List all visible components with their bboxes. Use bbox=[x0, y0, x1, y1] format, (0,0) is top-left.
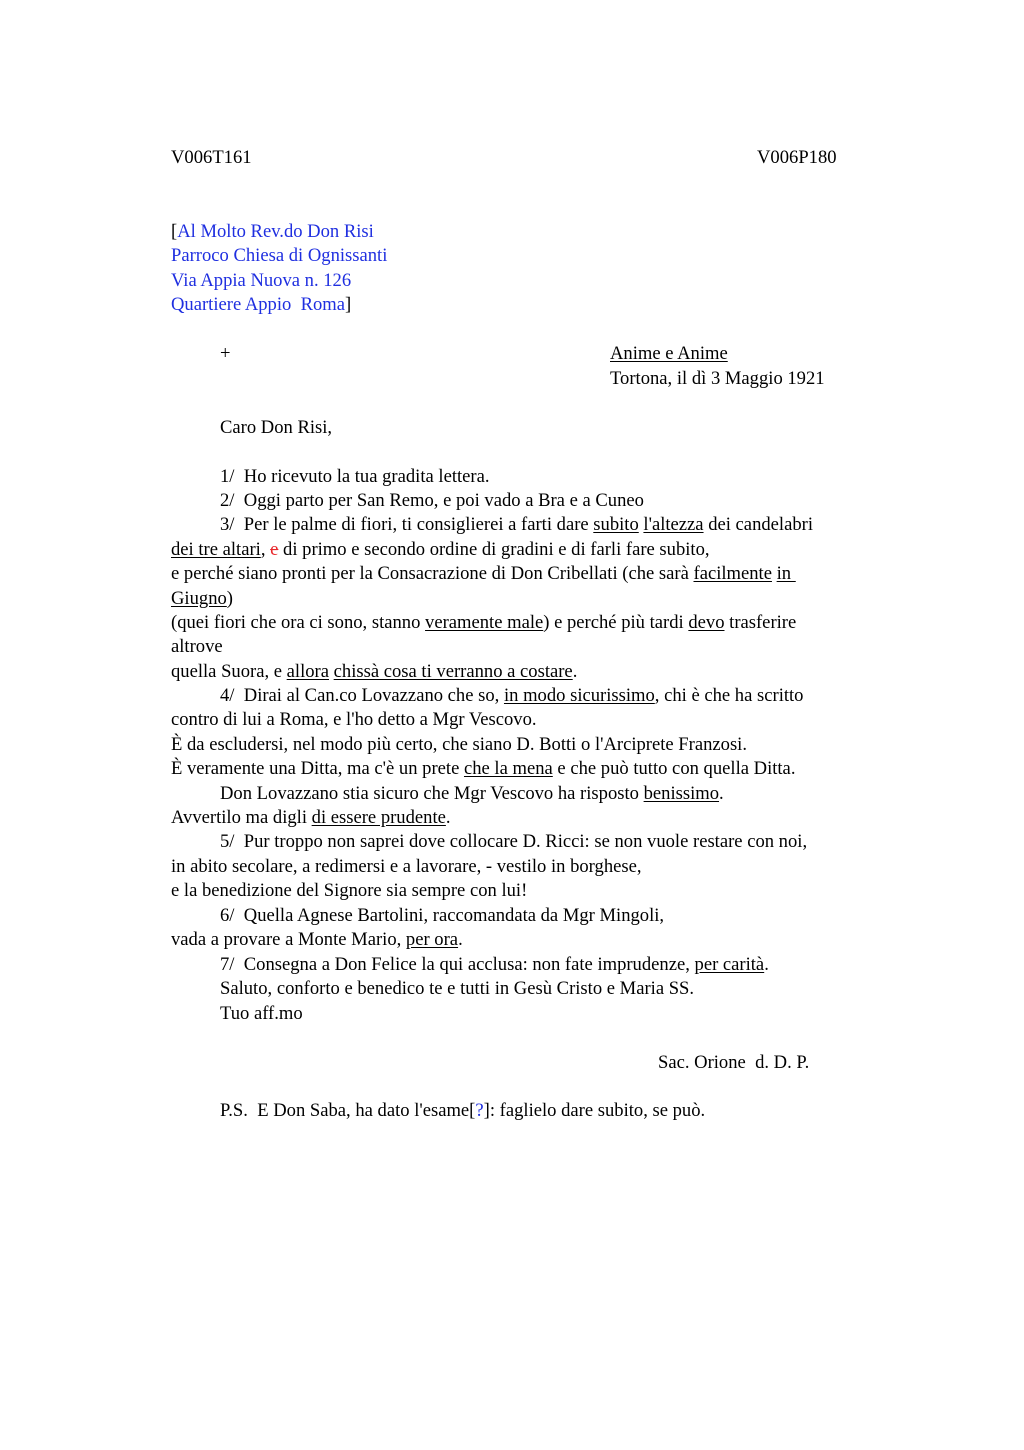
text-run: Avvertilo ma digli bbox=[171, 807, 312, 828]
bracket: [ bbox=[469, 1100, 476, 1121]
underlined-text: di essere prudente bbox=[311, 807, 446, 828]
text-run: dei candelabri bbox=[703, 514, 813, 535]
bracket: ] bbox=[483, 1100, 490, 1121]
cross-mark: + bbox=[220, 343, 231, 364]
text-run: È veramente una Ditta, ma c'è un prete bbox=[171, 758, 464, 779]
text-run: e che può tutto con quella Ditta. bbox=[552, 758, 796, 779]
paragraph-6-line-2 bbox=[171, 928, 463, 952]
underlined-text: devo bbox=[688, 612, 725, 633]
document-code-right: V006P180 bbox=[757, 147, 837, 168]
text-run: , bbox=[260, 539, 271, 560]
underlined-text: veramente male bbox=[425, 612, 544, 633]
underlined-text: in modo sicurissimo bbox=[503, 685, 655, 706]
paragraph-3-line-5 bbox=[171, 611, 796, 635]
text-run: . bbox=[719, 783, 724, 804]
salutation: Caro Don Risi, bbox=[220, 417, 333, 438]
paragraph-5-line-3: e la benedizione del Signore sia sempre con lui! bbox=[171, 880, 528, 901]
paragraph-3-line-6: altrove bbox=[171, 636, 223, 657]
underlined-text: allora bbox=[286, 661, 329, 682]
paragraph-3-line-4 bbox=[171, 587, 233, 611]
address-line-3: Via Appia Nuova n. 126 bbox=[171, 270, 352, 291]
closing-affection: Tuo aff.mo bbox=[220, 1003, 303, 1024]
underlined-text: Giugno bbox=[171, 588, 227, 609]
deleted-text: e bbox=[270, 539, 279, 560]
address-line-4 bbox=[171, 293, 351, 317]
paragraph-4-line-2: contro di lui a Roma, e l'ho detto a Mgr Vescovo. bbox=[171, 709, 537, 730]
paragraph-5-line-1: 5/ Pur troppo non saprei dove collocare D. Ricci: se non vuole restare con noi, bbox=[220, 831, 808, 852]
text-run: : faglielo dare subito, se può. bbox=[489, 1100, 706, 1121]
underlined-text: l'altezza bbox=[643, 514, 704, 535]
address-recipient: Al Molto Rev.do Don Risi bbox=[177, 221, 374, 242]
underlined-text: subito bbox=[593, 514, 639, 535]
document-code-left: V006T161 bbox=[171, 147, 252, 168]
text-run: vada a provare a Monte Mario, bbox=[171, 929, 406, 950]
underlined-text: che la mena bbox=[463, 758, 553, 779]
paragraph-4-line-5 bbox=[220, 782, 724, 806]
underlined-text: chissà cosa ti verranno a costare bbox=[333, 661, 573, 682]
text-run: . bbox=[572, 661, 578, 682]
address-line-1 bbox=[171, 220, 374, 244]
underlined-text: per ora bbox=[405, 929, 459, 950]
paragraph-2: 2/ Oggi parto per San Remo, e poi vado a Bra e a Cuneo bbox=[220, 490, 644, 511]
text-run: e perché siano pronti per la Consacrazione di Don Cribellati (che sarà bbox=[171, 563, 694, 584]
paragraph-4-line-6 bbox=[171, 806, 451, 830]
signature: Sac. Orione d. D. P. bbox=[658, 1052, 810, 1073]
editorial-question-mark: ? bbox=[475, 1100, 484, 1121]
text-run: quella Suora, e bbox=[171, 661, 287, 682]
text-run: P.S. E Don Saba, ha dato l'esame bbox=[220, 1100, 470, 1121]
closing-greeting: Saluto, conforto e benedico te e tutti in Gesù Cristo e Maria SS. bbox=[220, 978, 695, 999]
address-line-2: Parroco Chiesa di Ognissanti bbox=[171, 245, 388, 266]
paragraph-4-line-4 bbox=[171, 757, 795, 781]
paragraph-3-line-2 bbox=[171, 538, 710, 562]
paragraph-6-line-1: 6/ Quella Agnese Bartolini, raccomandata da Mgr Mingoli, bbox=[220, 905, 665, 926]
paragraph-4-line-3: È da escludersi, nel modo più certo, che siano D. Botti o l'Arciprete Franzosi. bbox=[171, 734, 747, 755]
underlined-text: dei tre altari bbox=[171, 539, 261, 560]
underlined-text: benissimo bbox=[643, 783, 720, 804]
text-run: ) bbox=[226, 588, 233, 609]
paragraph-3-line-7 bbox=[171, 660, 577, 684]
text-run: 7/ Consegna a Don Felice la qui acclusa: non fate imprudenze, bbox=[220, 954, 695, 975]
paragraph-4-line-1 bbox=[220, 684, 803, 708]
postscript bbox=[220, 1099, 705, 1123]
text-run: trasferire bbox=[724, 612, 797, 633]
text-run: (quei fiori che ora ci sono, stanno bbox=[171, 612, 426, 633]
underlined-text: in bbox=[776, 563, 796, 584]
text-run: Don Lovazzano stia sicuro che Mgr Vescovo ha risposto bbox=[220, 783, 644, 804]
address-open-bracket: [ bbox=[171, 221, 178, 242]
text-run: , chi è che ha scritto bbox=[654, 685, 804, 706]
underlined-text: per carità bbox=[694, 954, 765, 975]
text-run: di primo e secondo ordine di gradini e di farli fare subito, bbox=[278, 539, 710, 560]
text-run: . bbox=[445, 807, 451, 828]
motto: Anime e Anime bbox=[610, 343, 728, 364]
paragraph-5-line-2: in abito secolare, a redimersi e a lavorare, - vestilo in borghese, bbox=[171, 856, 642, 877]
address-close-bracket: ] bbox=[345, 294, 352, 315]
underlined-text: facilmente bbox=[693, 563, 772, 584]
text-run: 3/ Per le palme di fiori, ti consiglierei a farti dare bbox=[220, 514, 594, 535]
paragraph-1: 1/ Ho ricevuto la tua gradita lettera. bbox=[220, 466, 490, 487]
paragraph-3-line-3 bbox=[171, 562, 796, 586]
address-city: Quartiere Appio Roma bbox=[171, 294, 346, 315]
paragraph-3-line-1 bbox=[220, 513, 813, 537]
place-date: Tortona, il dì 3 Maggio 1921 bbox=[610, 368, 825, 389]
paragraph-7 bbox=[220, 953, 769, 977]
text-run: 4/ Dirai al Can.co Lovazzano che so, bbox=[220, 685, 504, 706]
text-run: . bbox=[764, 954, 769, 975]
text-run: . bbox=[458, 929, 463, 950]
text-run: ) e perché più tardi bbox=[543, 612, 689, 633]
